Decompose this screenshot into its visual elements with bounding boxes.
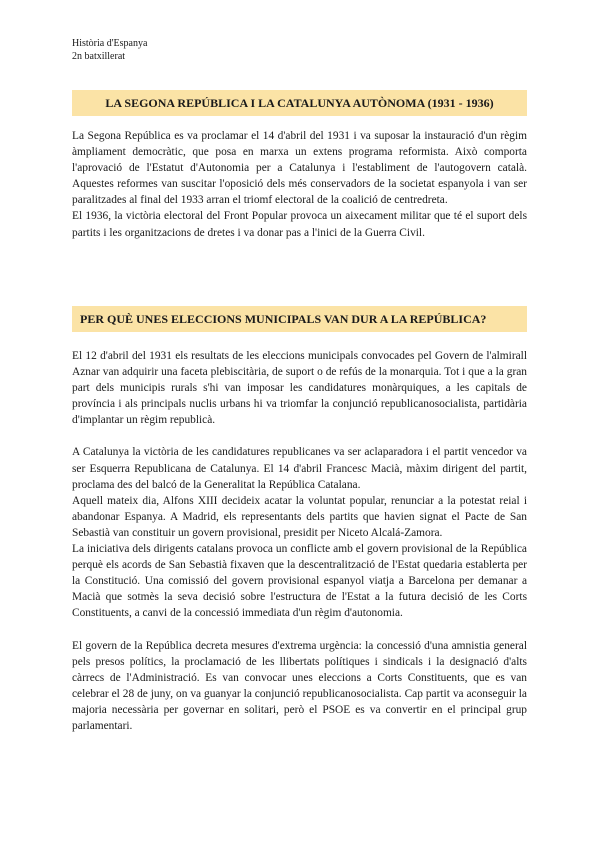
page-header — [72, 37, 147, 63]
section2-paragraph-3: Aquell mateix dia, Alfons XIII decideix acatar la voluntat popular, renunciar a la potestat reial i abandonar Espanya. A Madrid, els representants dels partits que havien signat el Pacte de San Sebastià van constituir un govern provisional, presidit per Niceto Alcalá-Zamora. — [72, 494, 527, 539]
header-course: 2n batxillerat — [72, 51, 126, 62]
header-subject: Història d'Espanya — [72, 38, 148, 49]
section2-title-text: PER QUÈ UNES ELECCIONS MUNICIPALS VAN DUR A LA REPÚBLICA? — [80, 311, 487, 326]
section2-paragraph-4: La iniciativa dels dirigents catalans provoca un conflicte amb el govern provisional de la República perquè els acords de San Sebastià fixaven que la descentralització de l'Estat quedaria establerta per la Constitució. Una comissió del govern provisional espanyol viatja a Barcelona per demanar a Macià que sotmès la seva decisió sobre l'estructura de l'Estat a la futura decisió de les Corts Constituents, a canvi de la concessió immediata d'un règim d'autonomia. — [72, 543, 527, 620]
section1-body — [72, 128, 527, 241]
section1-paragraph-1: La Segona República es va proclamar el 14 d'abril del 1931 i va suposar la instauració d'un règim àmpliament democràtic, que posa en marxa un extens programa reformista. Això comporta l'aprovació de l'Estatut d'Autonomia per a Catalunya i l'establiment de l'autogovern català. Aquestes reformes van suscitar l'oposició dels més conservadors de la societat espanyola i van ser paralitzades al final del 1933 arran el triomf electoral de la coalició de centredreta. — [72, 130, 527, 207]
section2-paragraph-5: El govern de la República decreta mesures d'extrema urgència: la concessió d'una amnistia general pels presos polítics, la proclamació de les llibertats polítiques i sindicals i la designació d'alts càrrecs de l'Administració. Es van convocar unes eleccions a Corts Constituents, que es van celebrar el 28 de juny, on va guanyar la conjunció republicanosocialista. Cap partit va aconseguir la majoria necessària per governar en solitari, però el PSOE es va convertir en el principal grup parlamentari. — [72, 639, 527, 732]
section2-paragraph-1: El 12 d'abril del 1931 els resultats de les eleccions municipals convocades pel Govern de l'almirall Aznar van adquirir una faceta plebiscitària, de suport o de refús de la monarquia. Tot i que a la gran part dels municipis rurals s'hi van imposar les candidatures monàrquiques, a les capitals de província i als principals nuclis urbans hi va triomfar la conjunció republicanosocialista, partidària d'implantar un règim republicà. — [72, 350, 527, 427]
section1-title-text: LA SEGONA REPÚBLICA I LA CATALUNYA AUTÒNOMA (1931 - 1936) — [105, 95, 494, 110]
paragraph-gap — [72, 622, 527, 638]
section1-title — [72, 90, 527, 116]
section2-paragraph-2: A Catalunya la victòria de les candidatures republicanes va ser aclaparadora i el partit vencedor va ser Esquerra Republicana de Catalunya. El 14 d'abril Francesc Macià, màxim dirigent del partit, proclama des del balcó de la Generalitat la República Catalana. — [72, 446, 527, 491]
section1-paragraph-2: El 1936, la victòria electoral del Front Popular provoca un aixecament militar que té el suport dels partits i les organitzacions de dretes i va donar pas a l'inici de la Guerra Civil. — [72, 210, 527, 239]
section2-body — [72, 348, 527, 734]
section2-title — [72, 306, 527, 332]
paragraph-gap — [72, 428, 527, 444]
